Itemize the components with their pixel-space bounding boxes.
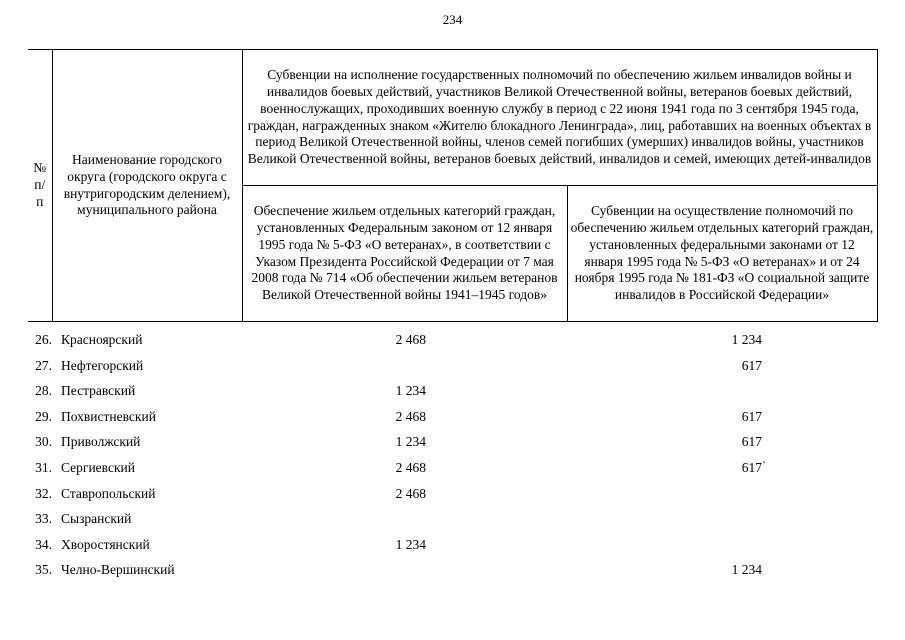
column-header-name: Наименование городского округа (городского округа с внутригородским делением), муниципального района	[52, 50, 242, 322]
row-number: 28.	[35, 383, 52, 399]
table-row	[28, 534, 877, 560]
row-number: 31.	[35, 459, 52, 475]
row-number: 26.	[35, 332, 52, 347]
row-number: 27.	[35, 357, 52, 373]
row-value-2: 617	[741, 357, 762, 373]
row-value-2: 617	[741, 434, 762, 450]
row-name: Красноярский	[61, 332, 143, 347]
table-row	[28, 559, 877, 585]
row-value-1: 2 468	[395, 459, 426, 475]
column-header-sub1: Обеспечение жильем отдельных категорий граждан, установленных Федеральным законом от 12 января 1995 года № 5-ФЗ «О ветеранах», в соответствии с Указом Президента Российской Федерации от 7 мая 2008 года № 714 «Об обеспечении жильем ветеранов Великой Отечественной войны 1941–1945 годов»	[242, 186, 567, 322]
table-row	[28, 355, 877, 381]
row-value-1: 2 468	[395, 485, 426, 501]
row-value-2: 1 234	[731, 562, 762, 578]
table-row	[28, 406, 877, 432]
row-number: 34.	[35, 536, 52, 552]
row-name: Сергиевский	[61, 459, 135, 475]
table-body	[28, 329, 877, 585]
table-row	[28, 483, 877, 509]
row-name: Приволжский	[61, 434, 141, 450]
column-header-number: № п/п	[28, 50, 52, 322]
row-value-1: 2 468	[395, 332, 426, 347]
row-value-1: 1 234	[395, 536, 426, 552]
column-group-header: Субвенции на исполнение государственных полномочий по обеспечению жильем инвалидов войны и инвалидов боевых действий, участников Великой Отечественной войны, ветеранов боевых действий, военнослужащих, проходивших военную службу в период с 22 июня 1941 года по 3 сентября 1945 года, граждан, награжденных знаком «Жителю блокадного Ленинграда», лиц, работавших на военных объектах в период Великой Отечественной войны, членов семей погибших (умерших) инвалидов войны, участников Великой Отечественной войны, ветеранов боевых действий, инвалидов и семей, имеющих детей-инвалидов	[242, 50, 877, 186]
row-number: 33.	[35, 511, 52, 527]
row-value-1: 2 468	[395, 408, 426, 424]
row-name: Челно-Вершинский	[61, 562, 175, 578]
scan-speck	[763, 461, 765, 463]
table-row	[28, 380, 877, 406]
row-name: Нефтегорский	[61, 357, 144, 373]
row-number: 29.	[35, 408, 52, 424]
row-name: Сызранский	[61, 511, 132, 527]
row-number: 35.	[35, 562, 52, 578]
table-row	[28, 508, 877, 534]
table-row	[28, 457, 877, 483]
page-number: 234	[442, 12, 463, 27]
row-name: Пестравский	[61, 383, 136, 399]
row-value-2: 1 234	[731, 332, 762, 347]
row-number: 32.	[35, 485, 52, 501]
row-number: 30.	[35, 434, 52, 450]
row-value-2: 617	[741, 408, 762, 424]
table-row	[28, 431, 877, 457]
table-row	[28, 329, 877, 355]
table-header	[28, 49, 878, 322]
column-header-sub2: Субвенции на осуществление полномочий по обеспечению жильем отдельных категорий граждан, установленных федеральными законами от 12 января 1995 года № 5-ФЗ «О ветеранах» и от 24 ноября 1995 года № 181-ФЗ «О социальной защите инвалидов в Российской Федерации»	[567, 186, 877, 322]
row-name: Похвистневский	[61, 408, 156, 424]
row-value-2: 617	[741, 459, 762, 475]
row-value-1: 1 234	[395, 434, 426, 450]
row-value-1: 1 234	[395, 383, 426, 399]
row-name: Ставропольский	[61, 485, 156, 501]
row-name: Хворостянский	[61, 536, 150, 552]
